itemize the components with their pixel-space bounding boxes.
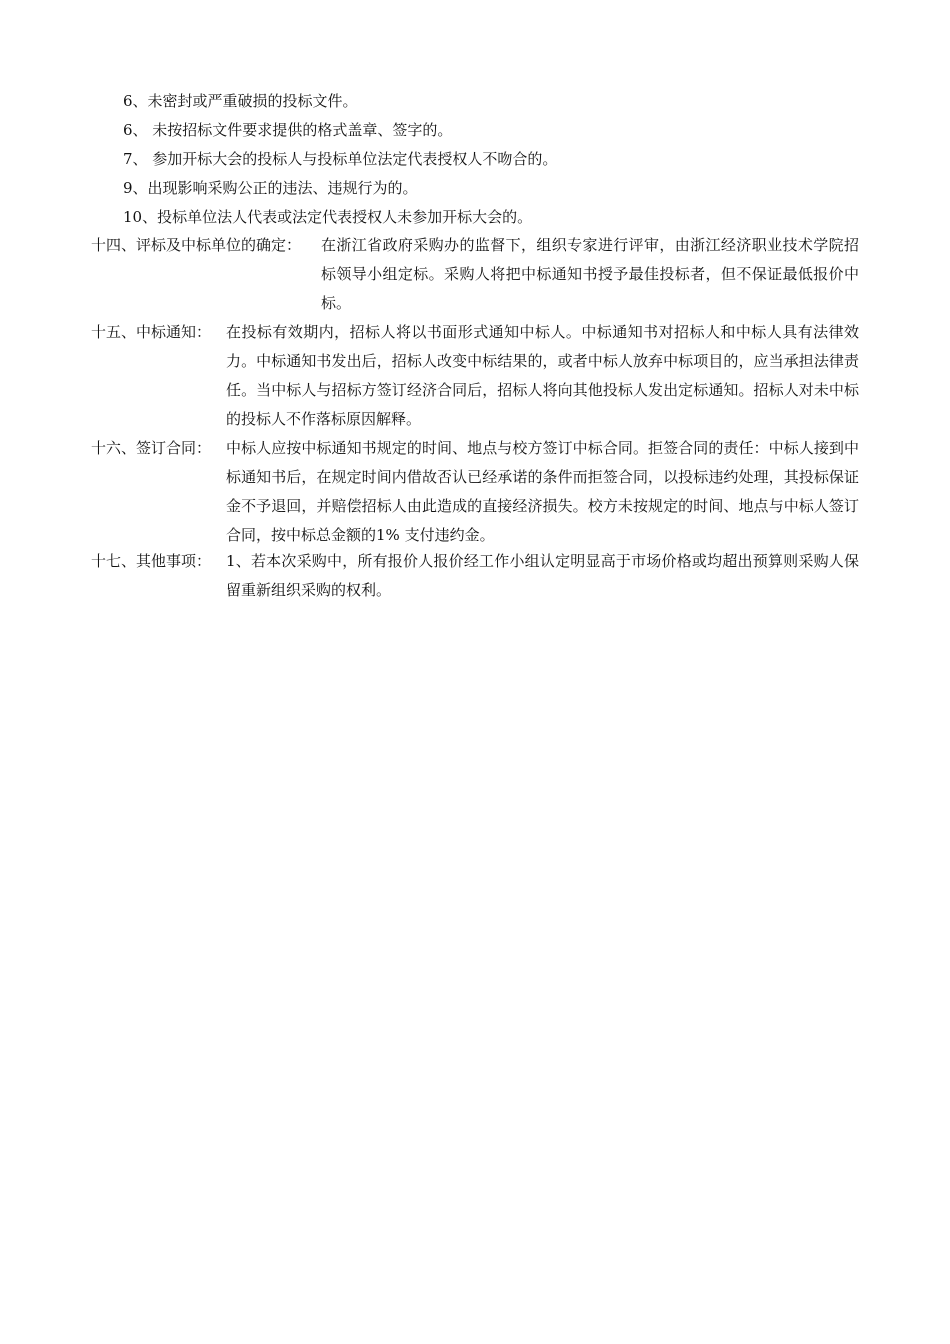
section-body: 在浙江省政府采购办的监督下，组织专家进行评审，由浙江经济职业技术学院招标领导小组定标。采购人将把中标通知书授予最佳投标者，但不保证最低报价中标。 [321,236,859,312]
section-award-notice [91,318,861,434]
section-body: 中标人应按中标通知书规定的时间、地点与校方签订中标合同。拒签合同的责任：中标人接到中标通知书后，在规定时间内借故否认已经承诺的条件而拒签合同，以投标违约处理，其投标保证金不予退回，并赔偿招标人由此造成的直接经济损失。校方未按规定的时间、地点与中标人签订合同，按中标总金额的1% 支付违约金。 [226,439,859,544]
section-label: 十六、签订合同： [91,439,212,457]
section-body: 1、若本次采购中，所有报价人报价经工作小组认定明显高于市场价格或均超出预算则采购人保留重新组织采购的权利。 [226,552,859,599]
section-label: 十五、中标通知： [91,323,212,341]
section-other [91,547,861,605]
list-item: 7、 参加开标大会的投标人与投标单位法定代表授权人不吻合的。 [123,150,558,168]
list-item: 10、投标单位法人代表或法定代表授权人未参加开标大会的。 [123,208,533,226]
list-item: 6、未密封或严重破损的投标文件。 [123,92,358,110]
section-label: 十四、评标及中标单位的确定： [91,236,302,254]
section-label: 十七、其他事项： [91,552,212,570]
section-contract [91,434,861,550]
section-evaluation [91,231,861,318]
list-item: 9、出现影响采购公正的违法、违规行为的。 [123,179,418,197]
section-body: 在投标有效期内，招标人将以书面形式通知中标人。中标通知书对招标人和中标人具有法律效力。中标通知书发出后，招标人改变中标结果的，或者中标人放弃中标项目的，应当承担法律责任。当中标人与招标方签订经济合同后，招标人将向其他投标人发出定标通知。招标人对未中标的投标人不作落标原因解释。 [226,323,859,428]
list-item: 6、 未按招标文件要求提供的格式盖章、签字的。 [123,121,453,139]
